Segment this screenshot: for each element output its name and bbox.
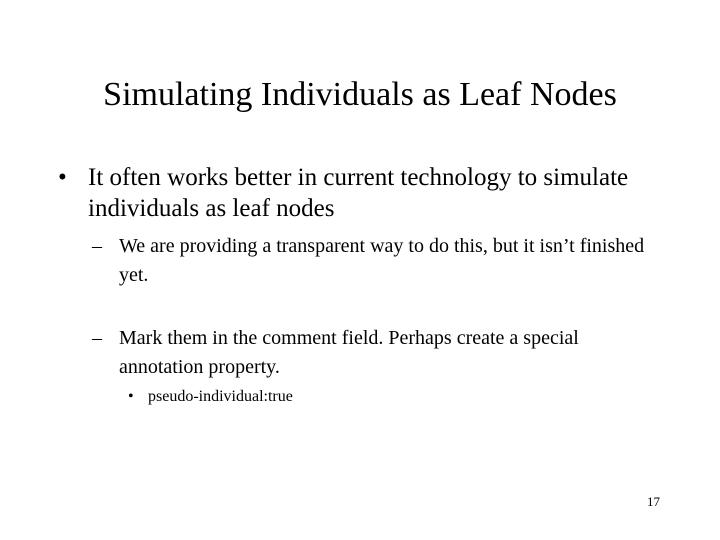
dash-marker: –: [92, 235, 102, 257]
sub-bullet-text: We are providing a transparent way to do this, but it isn’t finished yet.: [119, 235, 645, 286]
bullet-level-2: [92, 324, 692, 382]
slide-title: Simulating Individuals as Leaf Nodes: [103, 76, 617, 113]
bullet-marker: •: [128, 388, 134, 405]
bullet-level-1: [58, 162, 678, 224]
sub-sub-bullet-text: pseudo-individual:true: [148, 388, 293, 405]
bullet-level-2: [92, 232, 692, 290]
bullet-text: It often works better in current technology to simulate individuals as leaf nodes: [88, 164, 629, 222]
bullet-marker: •: [58, 164, 67, 191]
sub-bullet-text: Mark them in the comment field. Perhaps create a special annotation property.: [119, 327, 579, 378]
dash-marker: –: [92, 327, 102, 349]
bullet-level-3: [128, 385, 293, 409]
slide-number: 17: [647, 494, 660, 509]
